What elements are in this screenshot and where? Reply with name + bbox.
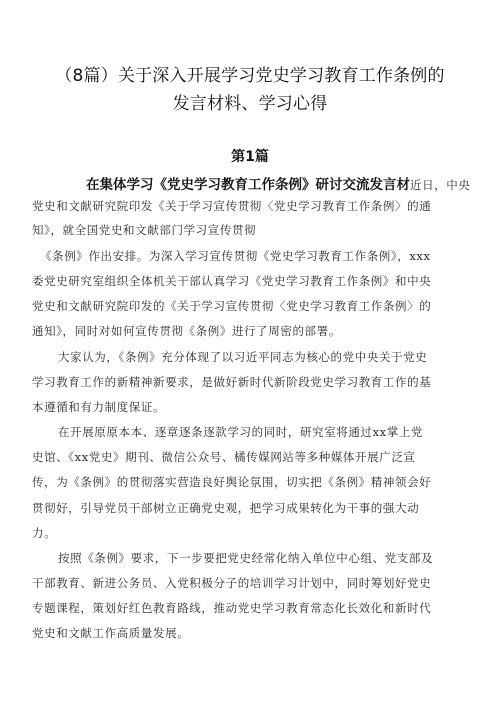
paragraph-line: 力。 — [32, 526, 57, 540]
paragraph-line: 党史和文献研究院印发《关于学习宣传贯彻〈党史学习教育工作条例〉的通 — [32, 199, 432, 213]
section-heading: 第1篇 — [231, 149, 269, 165]
paragraph-line: 干部教育、新进公务员、入党积极分子的培训学习计划中，同时筹划好党史 — [32, 576, 432, 590]
paragraph-text: 近日，中央 — [410, 178, 471, 192]
paragraph-line: 本遵循和有力制度保证。 — [32, 400, 166, 414]
paragraph-line — [86, 173, 471, 193]
paragraph-line: 按照《条例》要求，下一步要把党史经常化纳入单位中心组、党支部及 — [58, 551, 434, 565]
paragraph-line: 在开展原原本本、逐章逐条逐款学习的同时，研究室将通过xx掌上党 — [58, 425, 424, 439]
paragraph-line: 《条例》作出安排。为深入学习宣传贯彻《党史学习教育工作条例》，xxx — [40, 249, 431, 263]
paragraph-line: 学习教育工作的新精神新要求，是做好新时代新阶段党史学习教育工作的基 — [32, 375, 432, 389]
paragraph-line: 党史和文献工作高质量发展。 — [32, 626, 190, 640]
paragraph-line: 委党史研究室组织全体机关干部认真学习《党史学习教育工作条例》和中央 — [32, 274, 432, 288]
document-title-line-2: 发言材料、学习心得 — [172, 94, 328, 114]
paragraph-line: 大家认为，《条例》充分体现了以习近平同志为核心的党中央关于党史 — [58, 350, 428, 364]
paragraph-line: 贯彻好，引导党员干部树立正确党史观，把学习成果转化为干事的强大动 — [32, 501, 420, 515]
paragraph-line: 传，为《条例》的贯彻落实营造良好舆论氛围，切实把《条例》精神领会好 — [32, 475, 432, 489]
paragraph-line: 通知》，同时对如何宣传贯彻《条例》进行了周密的部署。 — [32, 324, 341, 338]
document-title-line-1: （8篇）关于深入开展学习党史学习教育工作条例的 — [55, 66, 445, 86]
paragraph-line: 史馆、《xx党史》期刊、微信公众号、橘传媒网站等多种媒体开展广泛宣 — [32, 450, 416, 464]
paragraph-line: 知》，就全国党史和文献部门学习宣传贯彻 — [32, 223, 257, 237]
paragraph-line: 党史和文献研究院印发的《关于学习宣传贯彻〈党史学习教育工作条例〉的 — [32, 299, 432, 313]
lead-title: 在集体学习《党史学习教育工作条例》研讨交流发言材 — [86, 177, 410, 193]
paragraph-line: 专题课程，策划好红色教育路线，推动党史学习教育常态化长效化和新时代 — [32, 601, 432, 615]
